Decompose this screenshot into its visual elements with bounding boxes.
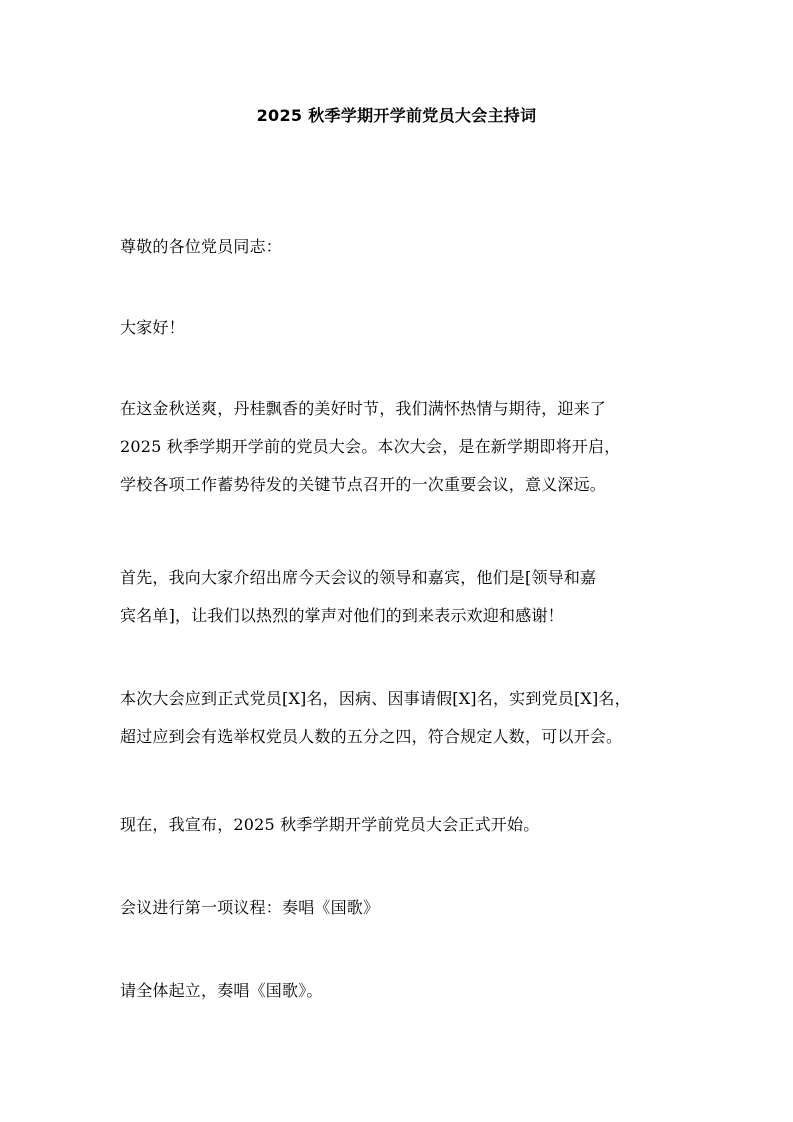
paragraph-stand-up [120,972,685,1010]
text-line: 会议进行第一项议程：奏唱《国歌》 [120,898,380,917]
paragraph-announce-start [120,806,685,844]
text-line: 大家好！ [120,318,185,337]
text-line: 本次大会应到正式党员[X]名，因病、因事请假[X]名，实到党员[X]名， [120,689,631,708]
paragraph-opening [120,390,685,504]
paragraph-greeting [120,309,685,347]
paragraph-agenda-item-1 [120,889,685,927]
text-line: 2025 秋季学期开学前的党员大会。本次大会，是在新学期即将开启， [120,437,621,456]
text-line: 请全体起立，奏唱《国歌》。 [120,981,323,1000]
paragraph-attendance [120,680,685,756]
text-line: 首先，我向大家介绍出席今天会议的领导和嘉宾，他们是[领导和嘉 [120,568,597,587]
text-line: 尊敬的各位党员同志： [120,237,283,256]
text-line: 学校各项工作蓄势待发的关键节点召开的一次重要会议，意义深远。 [120,475,607,494]
text-line: 宾名单]，让我们以热烈的掌声对他们的到来表示欢迎和感谢！ [120,606,564,625]
text-line: 在这金秋送爽，丹桂飘香的美好时节，我们满怀热情与期待，迎来了 [120,399,607,418]
text-line: 现在，我宣布，2025 秋季学期开学前党员大会正式开始。 [120,815,540,834]
text-line: 超过应到会有选举权党员人数的五分之四，符合规定人数，可以开会。 [120,727,623,746]
document-title: 2025 秋季学期开学前党员大会主持词 [256,106,537,125]
paragraph-salutation [120,228,685,266]
paragraph-introduce-guests [120,559,685,635]
